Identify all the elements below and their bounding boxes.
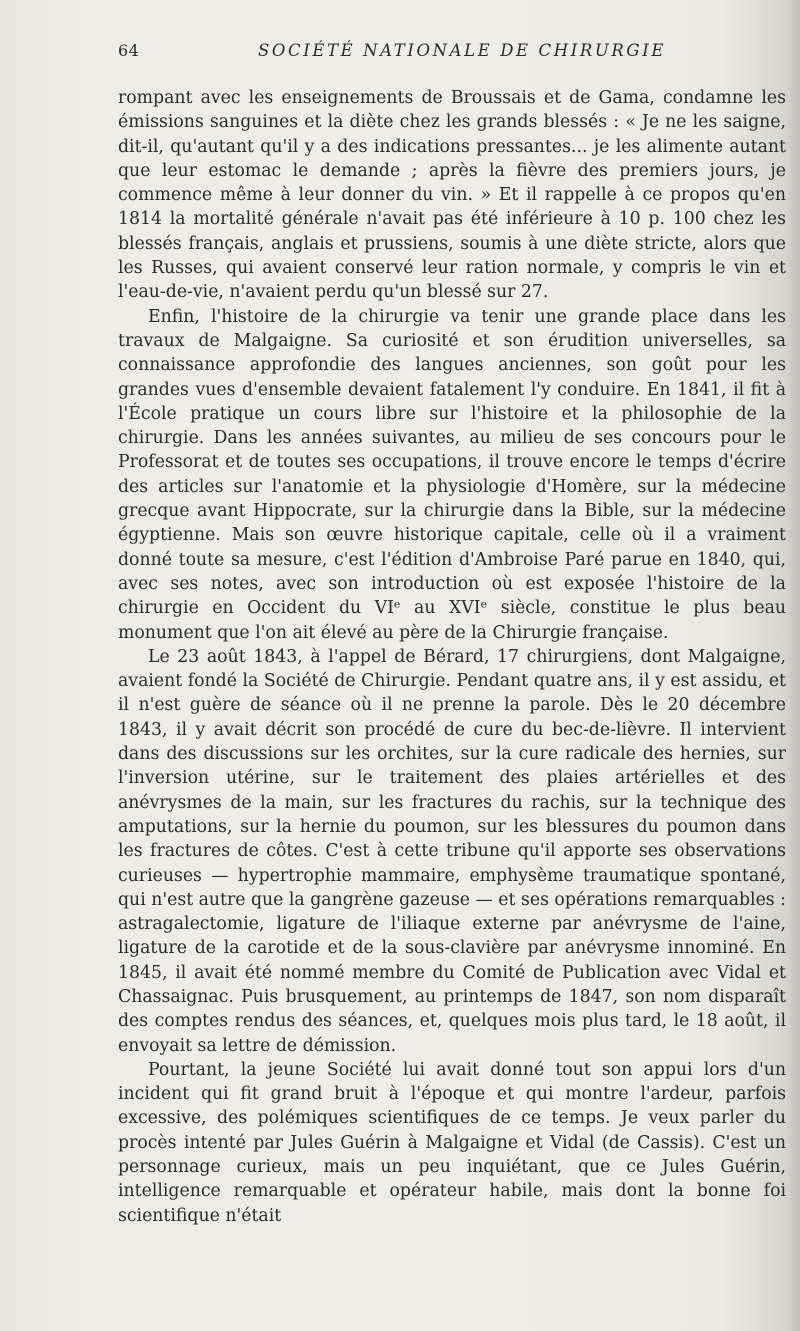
paragraph-4: Pourtant, la jeune Société lui avait donné tout son appui lors d'un incident qui fit grand bruit à l'époque et qui montre l'ardeur, parfois excessive, des polémiques scientifiques de ce temps. Je veux parler du procès intenté par Jules Guérin à Malgaigne et Vidal (de Cassis). C'est un personnage curieux, mais un peu inquiétant, que ce Jules Guérin, intelligence remarquable et opérateur habile, mais dont la bonne foi scientifique n'était — [118, 1059, 786, 1226]
paragraph-2: Enfin, l'histoire de la chirurgie va tenir une grande place dans les travaux de Malgaigne. Sa curiosité et son érudition universelles, sa connaissance approfondie des langues anciennes, son goût pour les grandes vues d'ensemble devaient fatalement l'y conduire. En 1841, il fit à l'École pratique un cours libre sur l'histoire et la philosophie de la chirurgie. Dans les années suivantes, au milieu de ses concours pour le Professorat et de toutes ses occupations, il trouve encore le temps d'écrire des articles sur l'anatomie et la physiologie d'Homère, sur la médecine grecque avant Hippocrate, sur la chirurgie dans la Bible, sur la médecine égyptienne. Mais son œuvre historique capitale, celle où il a vraiment donné toute sa mesure, c'est l'édition d'Ambroise Paré parue en 1840, qui, avec ses notes, avec son introduction où est exposée l'histoire de la chirurgie en Occident du VIᵉ au XVIᵉ siècle, constitue le plus beau monument que l'on ait élevé au père de la Chirurgie française. — [118, 306, 786, 643]
page-header — [118, 41, 786, 67]
page-edge-shadow — [786, 0, 800, 1331]
paragraph-3: Le 23 août 1843, à l'appel de Bérard, 17 chirurgiens, dont Malgaigne, avaient fondé la Société de Chirurgie. Pendant quatre ans, il y est assidu, et il n'est guère de séance où il ne prenne la parole. Dès le 20 décembre 1843, il y avait décrit son procédé de cure du bec-de-lièvre. Il intervient dans des discussions sur les orchites, sur la cure radicale des hernies, sur l'inversion utérine, sur le traitement des plaies artérielles et des anévrysmes de la main, sur les fractures du rachis, sur la technique des amputations, sur la hernie du poumon, sur les blessures du poumon dans les fractures de côtes. C'est à cette tribune qu'il apporte ses observations curieuses — hypertrophie mammaire, emphysème traumatique spontané, qui n'est autre que la gangrène gazeuse — et ses opérations remarquables : astragalectomie, ligature de l'iliaque externe par anévrysme de l'aine, ligature de la carotide et de la sous-clavière par anévrysme innominé. En 1845, il avait été nommé membre du Comité de Publication avec Vidal et Chassaignac. Puis brusquement, au printemps de 1847, son nom disparaît des comptes rendus des séances, et, quelques mois plus tard, le 18 août, il envoyait sa lettre de démission. — [118, 646, 786, 1056]
page-number: 64 — [118, 41, 140, 60]
paragraph-1: rompant avec les enseignements de Broussais et de Gama, condamne les émissions sanguines et la diète chez les grands blessés : « Je ne les saigne, dit-il, qu'autant qu'il y a des indications pressantes... je les alimente autant que leur estomac le demande ; après la fièvre des premiers jours, je commence même à leur donner du vin. » Et il rappelle à ce propos qu'en 1814 la mortalité générale n'avait pas été inférieure à 10 p. 100 chez les blessés français, anglais et prussiens, soumis à une diète stricte, alors que les Russes, qui avaient conservé leur ration normale, y compris le vin et l'eau-de-vie, n'avaient perdu qu'un blessé sur 27. — [118, 88, 786, 303]
running-title: SOCIÉTÉ NATIONALE DE CHIRURGIE — [258, 41, 666, 60]
body-text — [118, 86, 786, 1228]
